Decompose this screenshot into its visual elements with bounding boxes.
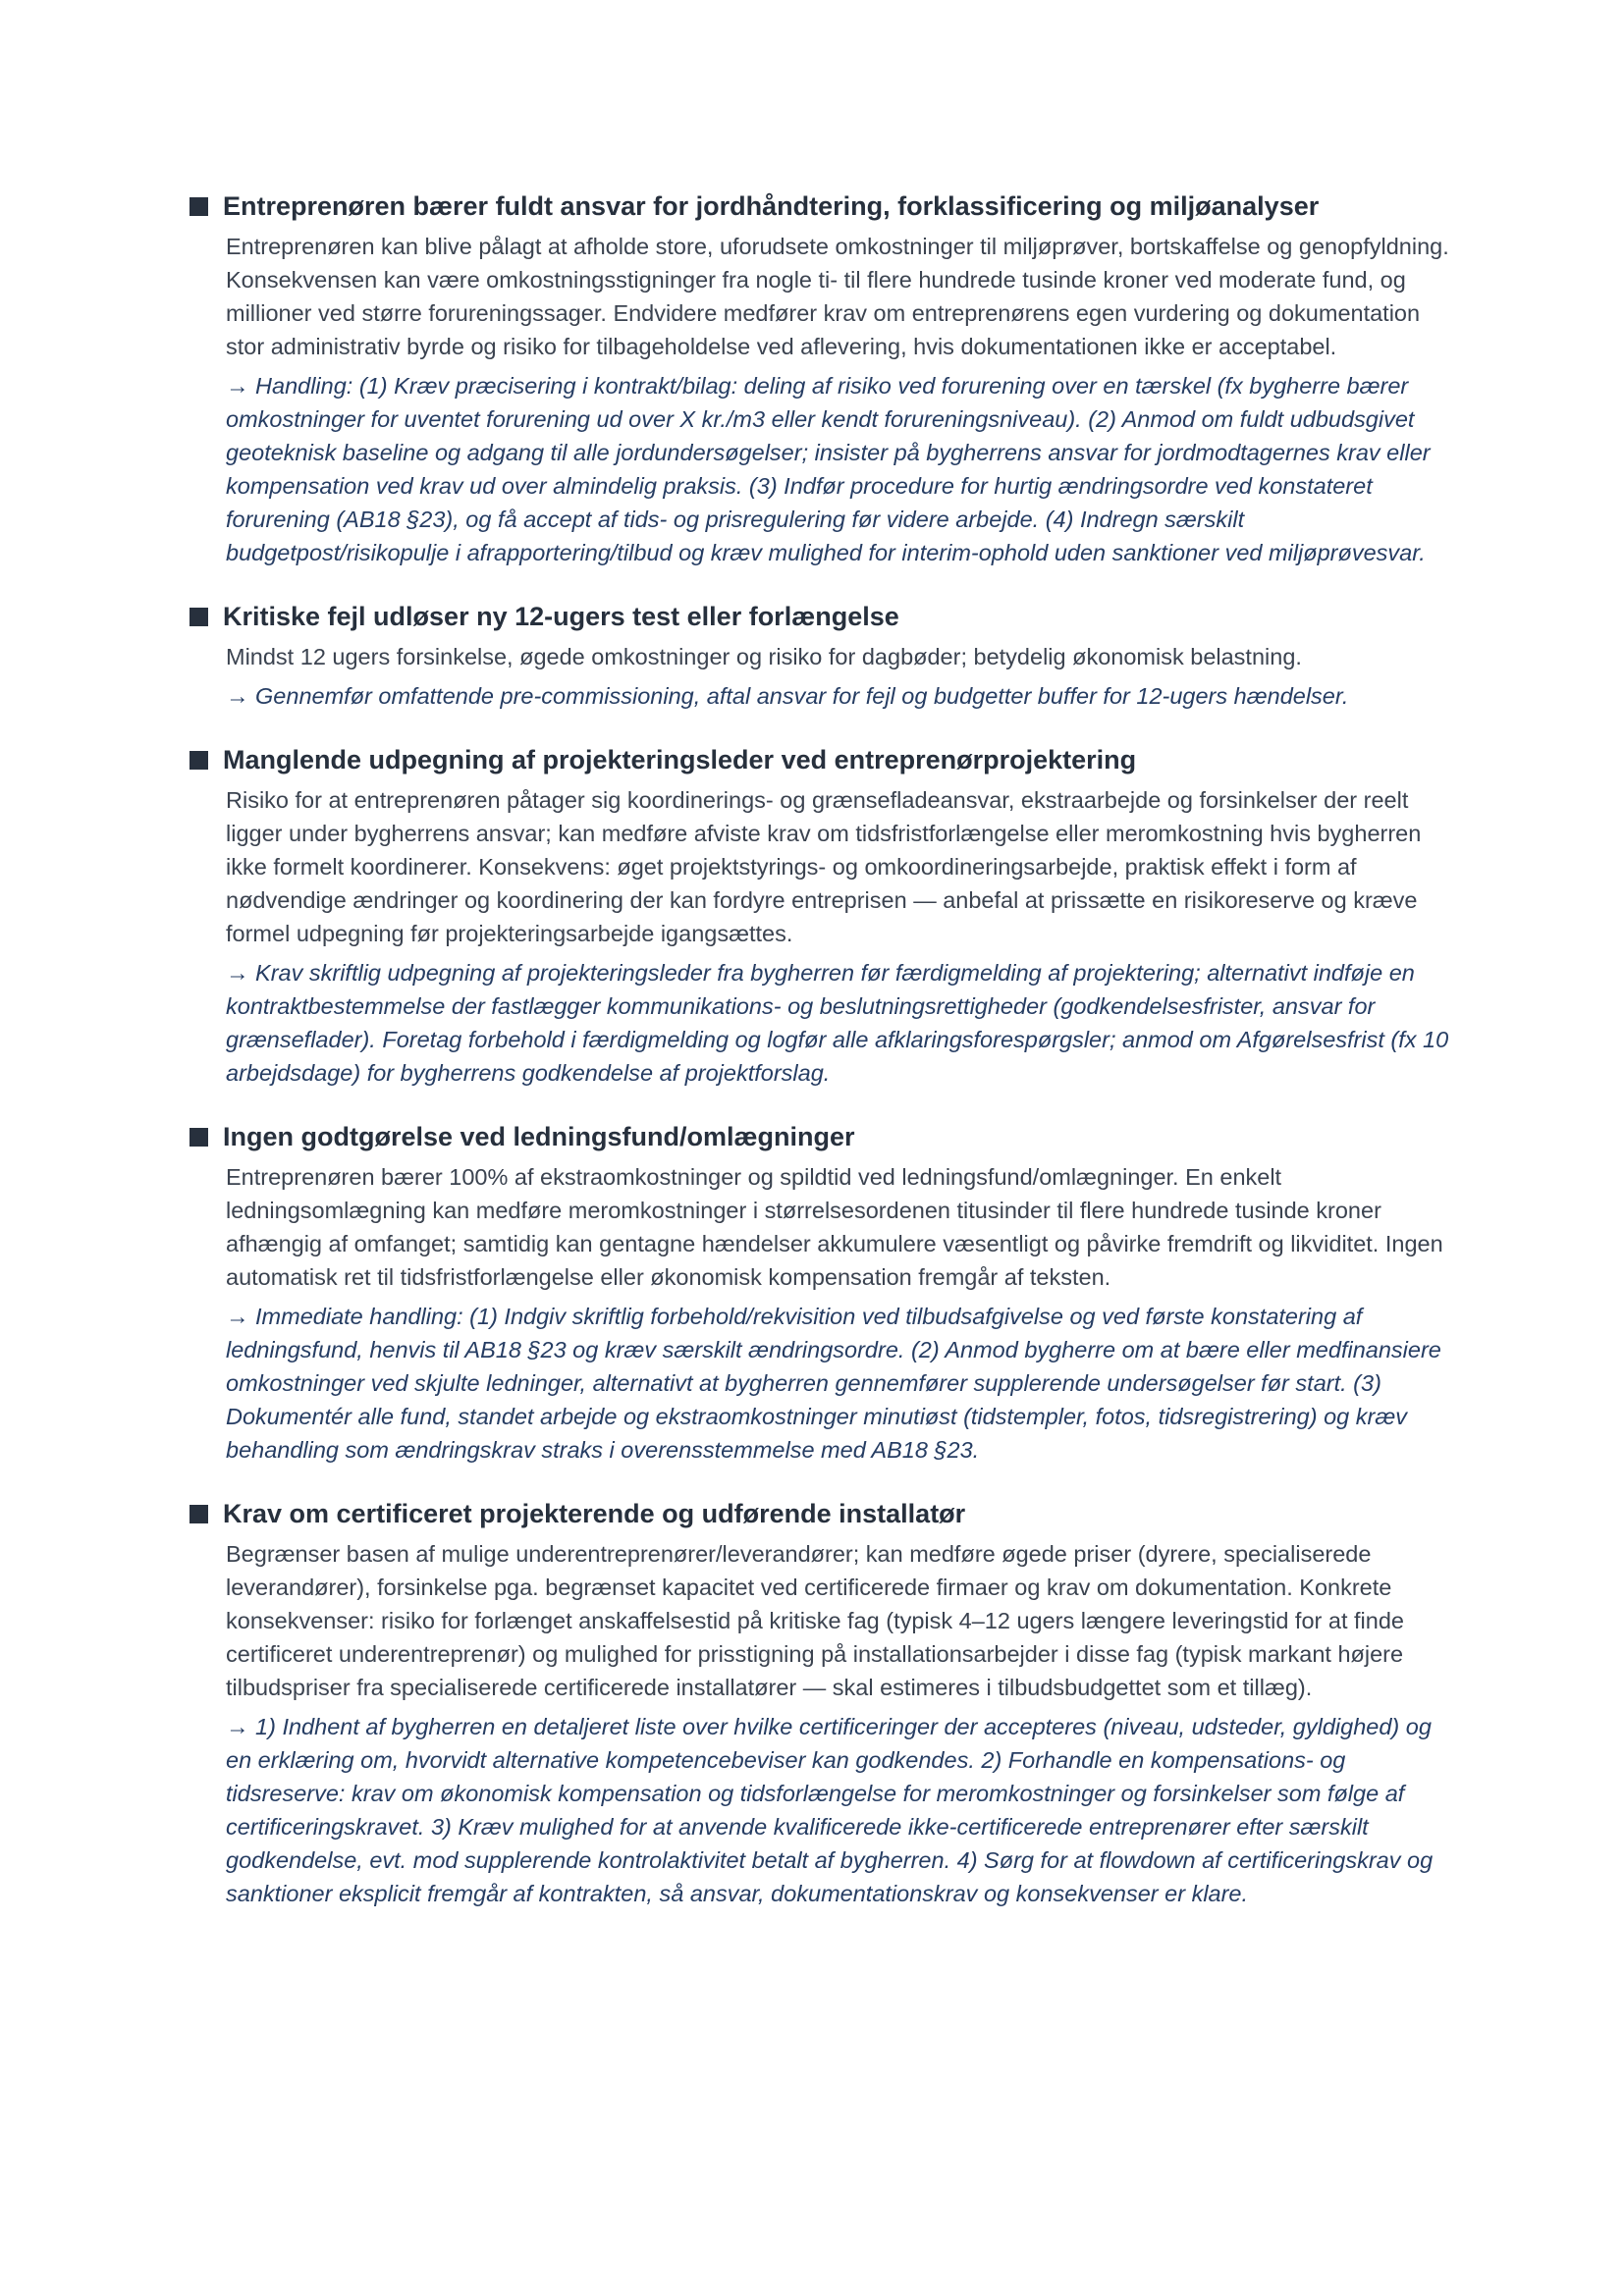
risk-item-utility-finds [189,1119,1456,1467]
risk-heading: Kritiske fejl udløser ny 12-ugers test eller forlængelse [223,602,899,631]
risk-item-design-manager [189,742,1456,1090]
risk-consequence: Risiko for at entreprenøren påtager sig koordinerings- og grænsefladeansvar, ekstraarbejde og forsinkelser der reelt ligger under bygherrens ansvar; kan medføre afviste krav om tidsfristforlængelse eller meromkostning hvis bygherren ikke formelt koordinerer. Konsekvens: øget projektstyrings- og omkoordineringsarbejde, praktisk effekt i form af nødvendige ændringer og koordinering der kan fordyre entreprisen — anbefal at prissætte en risikoreserve og kræve formel udpegning før projekteringsarbejde igangsættes. [226,787,1422,946]
square-bullet-icon [189,751,208,770]
risk-heading: Ingen godtgørelse ved ledningsfund/omlægninger [223,1122,855,1151]
risk-list [189,188,1456,1940]
risk-action: → 1) Indhent af bygherren en detaljeret liste over hvilke certificeringer der accepteres (niveau, udsteder, gyldighed) og en erklæring om, hvorvidt alternative kompetencebeviser kan godkendes. 2) Forhandle en kompensations- og tidsreserve: krav om økonomisk kompensation og tidsforlængelse for meromkostninger og forsinkelser som følge af certificeringskravet. 3) Kræv mulighed for at anvende kvalificerede ikke-certificerede entreprenører efter særskilt godkendelse, evt. mod supplerende kontrolaktivitet betalt af bygherren. 4) Sørg for at flowdown af certificeringskrav og sanktioner eksplicit fremgår af kontrakten, så ansvar, dokumentationskrav og konsekvenser er klare. [226,1714,1434,1906]
risk-action: → Handling: (1) Kræv præcisering i kontrakt/bilag: deling af risiko ved forurening over en tærskel (fx bygherre bærer omkostninger for uventet forurening ud over X kr./m3 eller kendt forureningsniveau). (2) Anmod om fuldt udbudsgivet geoteknisk baseline og adgang til alle jordundersøgelser; insister på bygherrens ansvar for jordmodtagernes krav eller kompensation ved krav ud over almindelig praksis. (3) Indfør procedure for hurtig ændringsordre ved konstateret forurening (AB18 §23), og få accept af tids- og prisregulering før videre arbejde. (4) Indregn særskilt budgetpost/risikopulje i afrapportering/tilbud og kræv mulighed for interim-ophold uden sanktioner ved miljøprøvesvar. [226,373,1431,565]
risk-consequence: Begrænser basen af mulige underentreprenører/leverandører; kan medføre øgede priser (dyrere, specialiserede leverandører), forsinkelse pga. begrænset kapacitet ved certificerede firmaer og krav om dokumentation. Konkrete konsekvenser: risiko for forlænget anskaffelsestid på kritiske fag (typisk 4–12 ugers længere leveringstid for at finde certificeret underentreprenør) og mulighed for prisstigning på installationsarbejder i disse fag (typisk markant højere tilbudspriser fra specialiserede certificerede installatører — skal estimeres i tilbudsbudgettet som et tillæg). [226,1541,1404,1700]
risk-heading: Entreprenøren bærer fuldt ansvar for jordhåndtering, forklassificering og miljøanalyser [223,191,1320,221]
risk-action: → Immediate handling: (1) Indgiv skriftlig forbehold/rekvisition ved tilbudsafgivelse og ved første konstatering af ledningsfund, henvis til AB18 §23 og kræv særskilt ændringsordre. (2) Anmod bygherre om at bære eller medfinansiere omkostninger ved skjulte ledninger, alternativt at bygherren gennemfører supplerende undersøgelser før start. (3) Dokumentér alle fund, standet arbejde og ekstraomkostninger minutiøst (tidstempler, fotos, tidsregistrering) og kræv behandling som ændringskrav straks i overensstemmelse med AB18 §23. [226,1304,1441,1463]
risk-item-critical-errors [189,599,1456,713]
square-bullet-icon [189,1505,208,1523]
square-bullet-icon [189,197,208,216]
risk-consequence: Entreprenøren bærer 100% af ekstraomkostninger og spildtid ved ledningsfund/omlægninger. En enkelt ledningsomlægning kan medføre meromkostninger i størrelsesordenen titusinder til flere hundrede tusinde kroner afhængig af omfanget; samtidig kan gentagne hændelser akkumulere væsentligt og påvirke fremdrift og likviditet. Ingen automatisk ret til tidsfristforlængelse eller økonomisk kompensation fremgår af teksten. [226,1164,1443,1290]
square-bullet-icon [189,1128,208,1147]
risk-heading: Krav om certificeret projekterende og udførende installatør [223,1499,966,1528]
risk-action: → Krav skriftlig udpegning af projekteringsleder fra bygherren før færdigmelding af projektering; alternativt indføje en kontraktbestemmelse der fastlægger kommunikations- og beslutningsrettigheder (godkendelsesfrister, ansvar for grænseflader). Foretag forbehold i færdigmelding og logfør alle afklaringsforespørgsler; anmod om Afgørelsesfrist (fx 10 arbejdsdage) for bygherrens godkendelse af projektforslag. [226,960,1449,1086]
risk-item-certified-installer [189,1496,1456,1910]
risk-item-soil-handling [189,188,1456,569]
square-bullet-icon [189,608,208,626]
risk-consequence: Entreprenøren kan blive pålagt at afholde store, uforudsete omkostninger til miljøprøver, bortskaffelse og genopfyldning. Konsekvensen kan være omkostningsstigninger fra nogle ti- til flere hundrede tusinde kroner ved moderate fund, og millioner ved større forureningssager. Endvidere medfører krav om entreprenørens egen vurdering og dokumentation stor administrativ byrde og risiko for tilbageholdelse ved aflevering, hvis dokumentationen ikke er acceptabel. [226,234,1449,359]
risk-heading: Manglende udpegning af projekteringsleder ved entreprenørprojektering [223,745,1137,774]
risk-consequence: Mindst 12 ugers forsinkelse, øgede omkostninger og risiko for dagbøder; betydelig økonomisk belastning. [226,644,1302,669]
risk-action: → Gennemfør omfattende pre-commissioning, aftal ansvar for fejl og budgetter buffer for 12-ugers hændelser. [226,683,1349,709]
